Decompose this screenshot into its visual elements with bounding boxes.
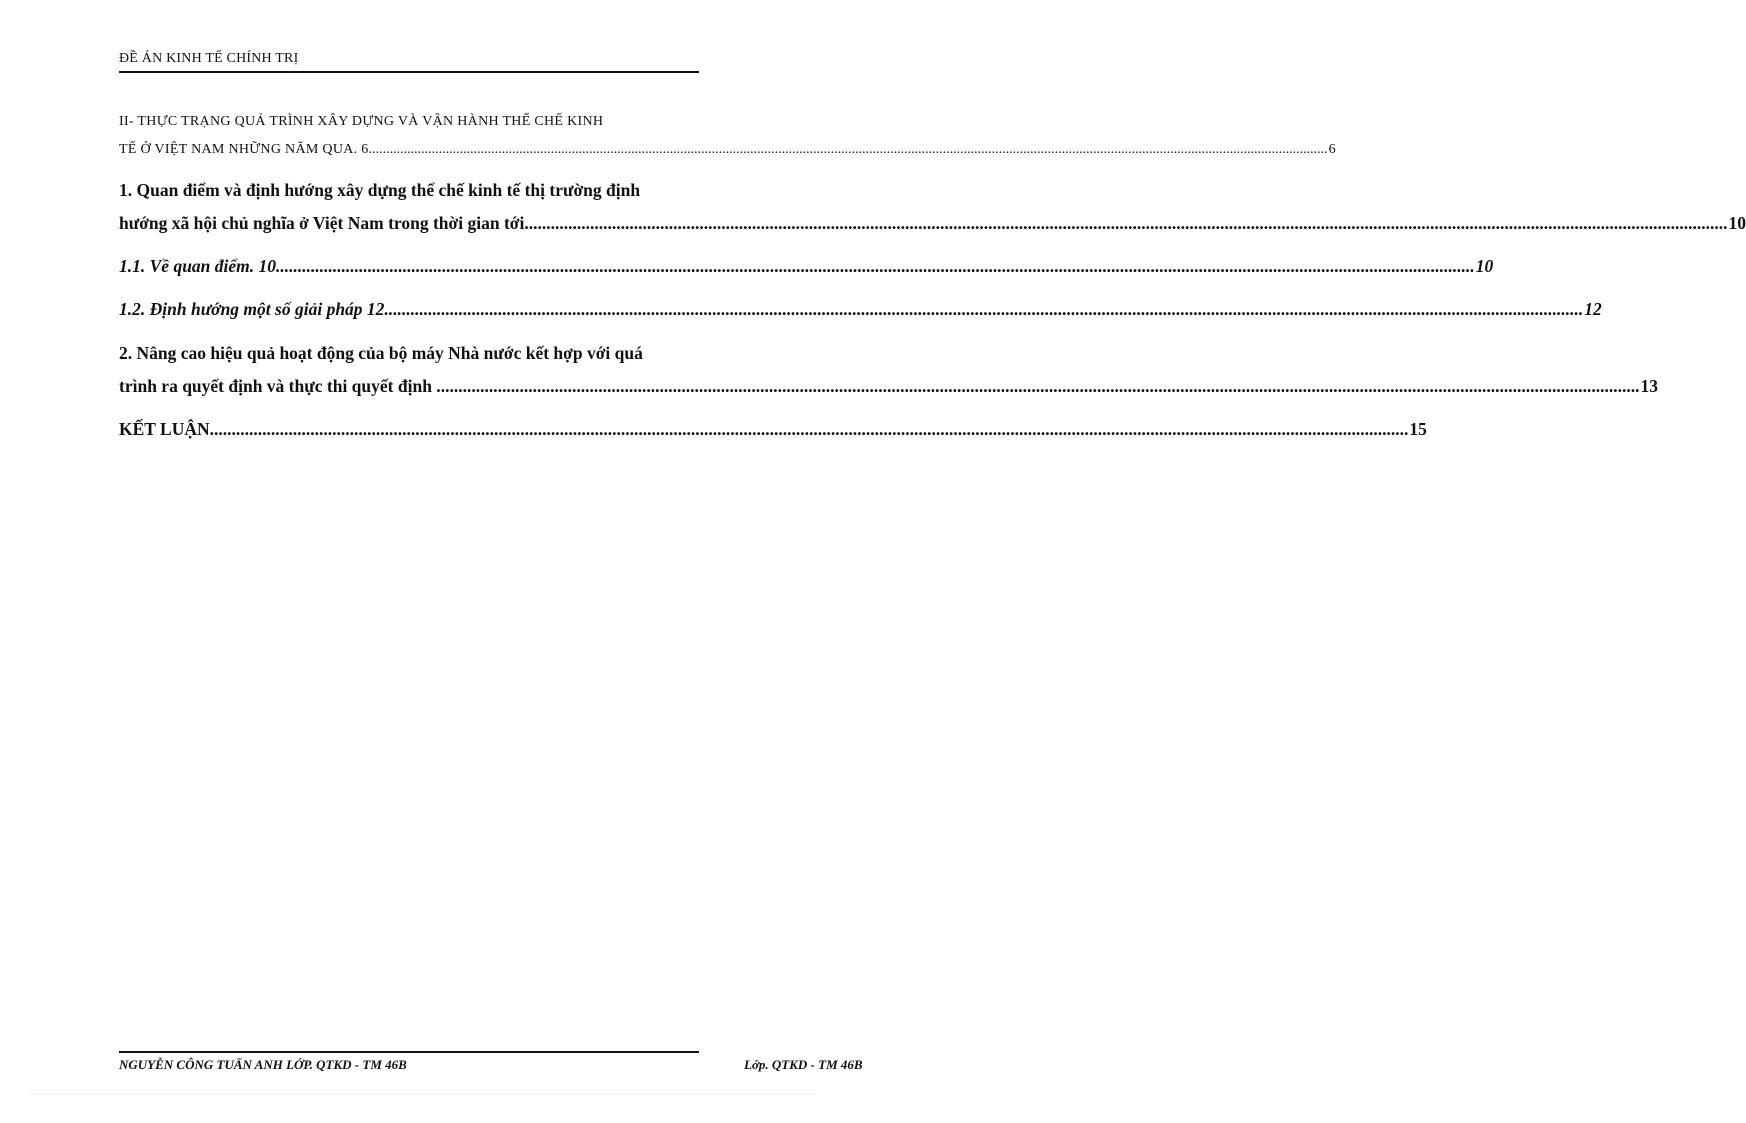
footer-class-label: Lớp. QTKD - TM 46B [744, 1057, 863, 1072]
toc-entry-text: KẾT LUẬN [119, 419, 210, 439]
footer-author-class: NGUYỄN CÔNG TUẤN ANH LỚP. QTKD - TM 46B [119, 1057, 407, 1072]
toc-entry-text: 1.1. Về quan điểm. 10 [119, 256, 277, 276]
toc-entry-text: trình ra quyết định và thực thi quyết định . [119, 376, 441, 396]
toc-page-number: 12 [1584, 299, 1602, 319]
toc-leader-dots [369, 142, 1328, 158]
header-rule [119, 71, 699, 73]
toc-page-number: 15 [1409, 419, 1427, 439]
toc-entry-line[interactable]: II- THỰC TRẠNG QUÁ TRÌNH XÂY DỰNG VÀ VẬN HÀNH THỂ CHẾ KINH [119, 114, 604, 129]
toc-leader-dots [384, 299, 1583, 320]
toc-leader-dots [276, 256, 1475, 277]
toc-entry-line[interactable] [119, 376, 1658, 397]
toc-leader-dots [210, 419, 1409, 440]
toc-entry-line[interactable] [119, 142, 1336, 158]
toc-page-number: 13 [1640, 376, 1658, 396]
toc-entry-text: 1.2. Định hướng một số giải pháp 12 [119, 299, 385, 319]
footer-rule [119, 1051, 699, 1053]
toc-entry-line[interactable] [119, 213, 1746, 234]
toc-entry-text: TẾ Ở VIỆT NAM NHỮNG NĂM QUA. 6 [119, 142, 369, 157]
toc-entry-line[interactable] [119, 419, 1427, 440]
toc-entry-line[interactable]: 2. Nâng cao hiệu quả hoạt động của bộ máy Nhà nước kết hợp với quá [119, 343, 643, 363]
toc-leader-dots [529, 213, 1728, 234]
toc-entry-line[interactable] [119, 256, 1494, 277]
toc-entry-line[interactable] [119, 299, 1602, 320]
toc-entry-line[interactable]: 1. Quan điểm và định hướng xây dựng thể chế kinh tế thị trường định [119, 180, 641, 200]
toc-page-number: 10 [1475, 256, 1494, 276]
toc-entry-text: hướng xã hội chủ nghĩa ở Việt Nam trong thời gian tới. [119, 213, 529, 233]
header-title: ĐỀ ÁN KINH TẾ CHÍNH TRỊ [119, 51, 299, 66]
toc-leader-dots [441, 376, 1640, 397]
toc-page-number: 6 [1328, 142, 1336, 157]
page-edge-divider [30, 1094, 816, 1095]
toc-page-number: 10 [1728, 213, 1746, 233]
